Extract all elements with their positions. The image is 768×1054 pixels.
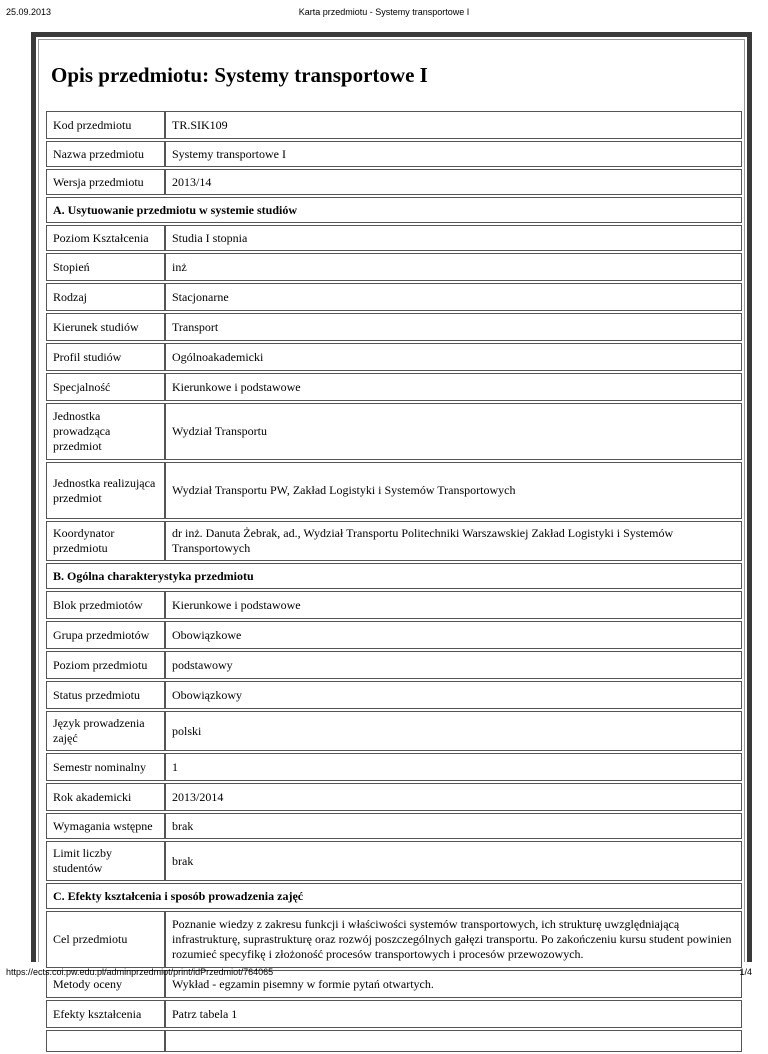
table-row bbox=[46, 1030, 742, 1052]
row-label: Kod przedmiotu bbox=[46, 111, 165, 139]
row-value: Patrz tabela 1 bbox=[165, 1000, 742, 1028]
row-value: 2013/2014 bbox=[165, 783, 742, 811]
table-row bbox=[46, 841, 742, 881]
row-label: Rok akademicki bbox=[46, 783, 165, 811]
section-c-title: C. Efekty kształcenia i sposób prowadzenia zajęć bbox=[46, 883, 742, 909]
row-label: Metody oceny bbox=[46, 970, 165, 998]
table-row bbox=[46, 283, 742, 311]
row-value: Wydział Transportu bbox=[165, 403, 742, 460]
row-label: Koordynator przedmiotu bbox=[46, 521, 165, 561]
table-row bbox=[46, 313, 742, 341]
row-value: Kierunkowe i podstawowe bbox=[165, 373, 742, 401]
row-value: brak bbox=[165, 841, 742, 881]
row-label: Wersja przedmiotu bbox=[46, 169, 165, 195]
table-row bbox=[46, 343, 742, 371]
row-value: Stacjonarne bbox=[165, 283, 742, 311]
table-row bbox=[46, 225, 742, 251]
print-page-number: 1/4 bbox=[739, 967, 752, 977]
section-b-title: B. Ogólna charakterystyka przedmiotu bbox=[46, 563, 742, 589]
row-value bbox=[165, 1030, 742, 1052]
print-date: 25.09.2013 bbox=[6, 7, 52, 17]
row-value: Ogólnoakademicki bbox=[165, 343, 742, 371]
table-row bbox=[46, 783, 742, 811]
row-label: Poziom Kształcenia bbox=[46, 225, 165, 251]
table-row bbox=[46, 521, 742, 561]
row-value: Wydział Transportu PW, Zakład Logistyki i Systemów Transportowych bbox=[165, 462, 742, 519]
row-value: Kierunkowe i podstawowe bbox=[165, 591, 742, 619]
row-value: inż bbox=[165, 253, 742, 281]
section-header-row bbox=[46, 197, 742, 223]
table-row bbox=[46, 111, 742, 139]
row-label: Limit liczby studentów bbox=[46, 841, 165, 881]
section-a-title: A. Usytuowanie przedmiotu w systemie studiów bbox=[46, 197, 742, 223]
row-value: Obowiązkowy bbox=[165, 681, 742, 709]
table-row bbox=[46, 403, 742, 460]
row-label: Jednostka prowadząca przedmiot bbox=[46, 403, 165, 460]
table-row bbox=[46, 621, 742, 649]
row-label: Profil studiów bbox=[46, 343, 165, 371]
table-row bbox=[46, 141, 742, 167]
row-value: Obowiązkowe bbox=[165, 621, 742, 649]
table-row bbox=[46, 169, 742, 195]
row-label: Blok przedmiotów bbox=[46, 591, 165, 619]
table-row bbox=[46, 591, 742, 619]
row-value: dr inż. Danuta Żebrak, ad., Wydział Transportu Politechniki Warszawskiej Zakład Logistyki i Systemów Transportowych bbox=[165, 521, 742, 561]
row-label: Grupa przedmiotów bbox=[46, 621, 165, 649]
table-row bbox=[46, 253, 742, 281]
table-row bbox=[46, 651, 742, 679]
row-value: Poznanie wiedzy z zakresu funkcji i właściwości systemów transportowych, ich strukturę uwzględniającą infrastrukturę, suprastrukturę oraz rozwój poszczególnych gałęzi transportu. Po zakończeniu kursu student powinien rozumieć specyfikę i złożoność procesów transportowych i procesów przewozowych. bbox=[165, 911, 742, 968]
row-label bbox=[46, 1030, 165, 1052]
row-value: 1 bbox=[165, 753, 742, 781]
row-label: Kierunek studiów bbox=[46, 313, 165, 341]
row-value: polski bbox=[165, 711, 742, 751]
row-label: Rodzaj bbox=[46, 283, 165, 311]
table-row bbox=[46, 753, 742, 781]
row-value: TR.SIK109 bbox=[165, 111, 742, 139]
table-row bbox=[46, 681, 742, 709]
row-label: Semestr nominalny bbox=[46, 753, 165, 781]
section-header-row bbox=[46, 883, 742, 909]
row-label: Specjalność bbox=[46, 373, 165, 401]
row-label: Status przedmiotu bbox=[46, 681, 165, 709]
row-label: Jednostka realizująca przedmiot bbox=[46, 462, 165, 519]
table-row bbox=[46, 373, 742, 401]
table-row bbox=[46, 462, 742, 519]
row-value: Studia I stopnia bbox=[165, 225, 742, 251]
row-label: Wymagania wstępne bbox=[46, 813, 165, 839]
print-url: https://ects.coi.pw.edu.pl/adminprzedmiot/print/idPrzedmiot/764065 bbox=[6, 967, 274, 977]
row-value: 2013/14 bbox=[165, 169, 742, 195]
section-header-row bbox=[46, 563, 742, 589]
row-value: podstawowy bbox=[165, 651, 742, 679]
table-row bbox=[46, 1000, 742, 1028]
row-value: Wykład - egzamin pisemny w formie pytań otwartych. bbox=[165, 970, 742, 998]
row-value: brak bbox=[165, 813, 742, 839]
table-row bbox=[46, 813, 742, 839]
table-row bbox=[46, 911, 742, 968]
table-row bbox=[46, 711, 742, 751]
course-spec-table bbox=[46, 109, 742, 1054]
print-header bbox=[0, 7, 768, 19]
row-label: Cel przedmiotu bbox=[46, 911, 165, 968]
row-label: Stopień bbox=[46, 253, 165, 281]
page-title: Opis przedmiotu: Systemy transportowe I bbox=[51, 63, 428, 87]
print-footer bbox=[0, 967, 768, 979]
row-label: Efekty kształcenia bbox=[46, 1000, 165, 1028]
row-label: Język prowadzenia zajęć bbox=[46, 711, 165, 751]
row-value: Transport bbox=[165, 313, 742, 341]
row-value: Systemy transportowe I bbox=[165, 141, 742, 167]
row-label: Nazwa przedmiotu bbox=[46, 141, 165, 167]
print-title: Karta przedmiotu - Systemy transportowe I bbox=[298, 7, 470, 17]
row-label: Poziom przedmiotu bbox=[46, 651, 165, 679]
